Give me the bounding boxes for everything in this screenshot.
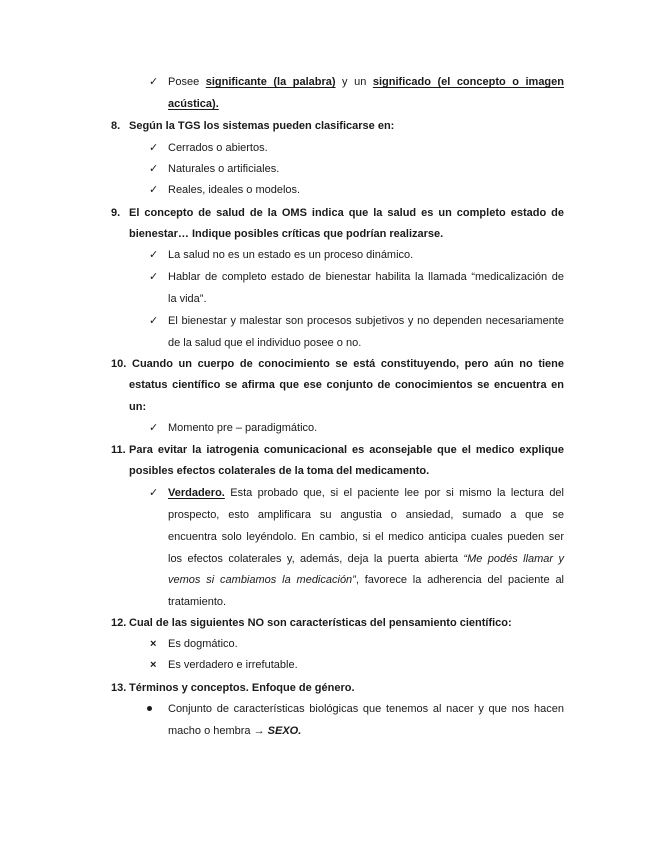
cross-icon: ×: [150, 638, 157, 650]
cross-icon: ×: [150, 659, 157, 671]
question-title: Términos y conceptos. Enfoque de género.: [129, 682, 355, 694]
check-icon: ✓: [149, 76, 159, 88]
question-title: Para evitar la iatrogenia comunicacional es aconsejable que el medico explique: [129, 444, 564, 456]
list-item: El bienestar y malestar son procesos subjetivos y no dependen necesariamente: [168, 315, 564, 327]
question-number: 9.: [111, 207, 121, 219]
list-item: Cerrados o abiertos.: [168, 142, 268, 154]
list-item: Naturales o artificiales.: [168, 163, 280, 175]
answer-line: Posee significante (la palabra) y un significado (el concepto o imagen: [168, 76, 564, 88]
check-icon: ✓: [149, 487, 159, 499]
answer-line: acústica).: [168, 98, 219, 110]
question-title: bienestar… Indique posibles críticas que podrían realizarse.: [129, 228, 444, 240]
list-item: Es verdadero e irrefutable.: [168, 659, 298, 671]
answer-line: vemos si cambiamos la medicación”, favorece la adherencia del paciente al: [168, 574, 565, 586]
question-title: El concepto de salud de la OMS indica que la salud es un completo estado de: [129, 207, 564, 219]
check-icon: ✓: [149, 249, 159, 261]
question-title: Según la TGS los sistemas pueden clasificarse en:: [129, 120, 395, 132]
list-item: La salud no es un estado es un proceso dinámico.: [168, 249, 414, 261]
check-icon: ✓: [149, 163, 159, 175]
question-number: 8.: [111, 120, 121, 132]
question-title: Cuando un cuerpo de conocimiento se está constituyendo, pero aún no tiene: [132, 358, 564, 370]
list-item: macho o hembra → SEXO.: [168, 725, 302, 737]
answer-line: prospecto, esto amplificara su angustia o ansiedad, sumado a que se: [168, 509, 564, 521]
check-icon: ✓: [149, 142, 159, 154]
question-title: estatus científico se afirma que ese conjunto de conocimientos se encuentra en: [129, 379, 564, 391]
check-icon: ✓: [149, 422, 159, 434]
list-item: Reales, ideales o modelos.: [168, 184, 301, 196]
check-icon: ✓: [149, 315, 159, 327]
bullet-icon: [147, 706, 152, 711]
answer-line: tratamiento.: [168, 596, 227, 608]
question-number: 10.: [111, 358, 127, 370]
check-icon: ✓: [149, 271, 159, 283]
list-item: Conjunto de características biológicas que tenemos al nacer y que nos hacen: [168, 703, 564, 715]
check-icon: ✓: [149, 184, 159, 196]
question-title: un:: [129, 401, 147, 413]
question-title: posibles efectos colaterales de la toma del medicamento.: [129, 465, 430, 477]
answer-line: los efectos colaterales y, además, deja la puerta abierta “Me podés llamar y: [168, 553, 564, 565]
question-number: 12.: [111, 617, 127, 629]
answer-line: Verdadero. Esta probado que, si el paciente lee por si mismo la lectura del: [168, 487, 564, 499]
list-item: Es dogmático.: [168, 638, 238, 650]
list-item: de la salud que el individuo posee o no.: [168, 337, 362, 349]
question-number: 11.: [111, 444, 126, 456]
answer-line: encuentra solo leyéndolo. En cambio, si el medico anticipa cuales pueden ser: [168, 531, 564, 543]
question-title: Cual de las siguientes NO son características del pensamiento científico:: [129, 617, 512, 629]
question-number: 13.: [111, 682, 127, 694]
list-item: Momento pre – paradigmático.: [168, 422, 318, 434]
list-item: Hablar de completo estado de bienestar habilita la llamada “medicalización de: [168, 271, 564, 283]
list-item: la vida”.: [168, 293, 207, 305]
